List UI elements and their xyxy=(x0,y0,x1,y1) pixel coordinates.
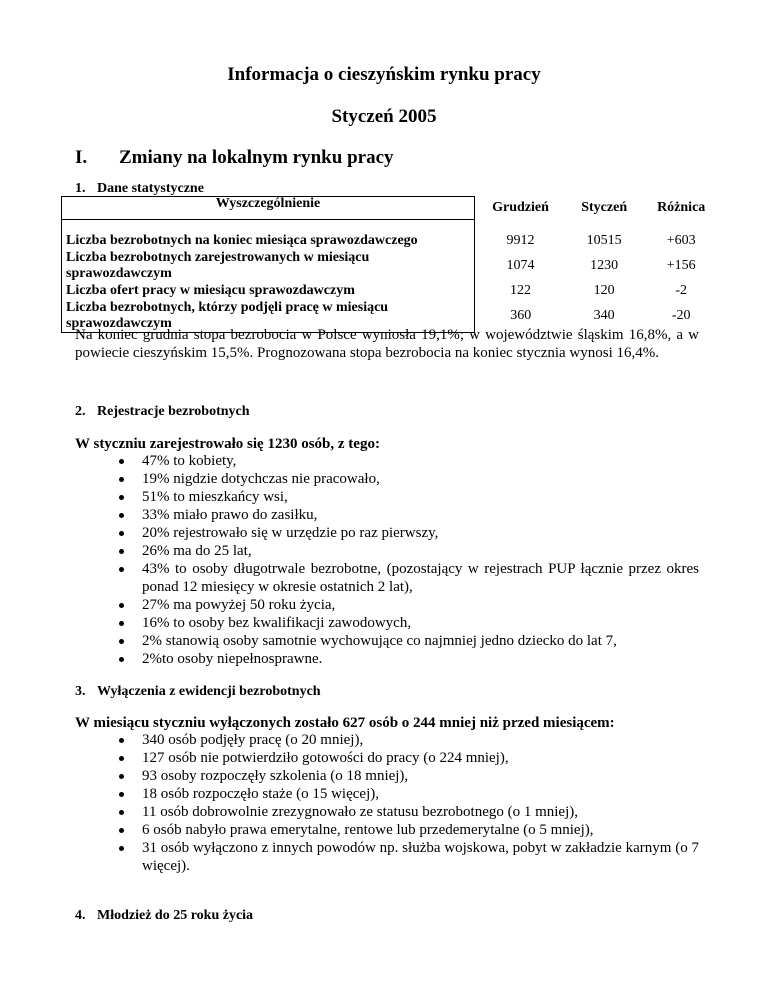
section-number: I. xyxy=(75,147,88,168)
bullet-icon xyxy=(119,495,124,500)
section-heading xyxy=(75,149,394,167)
list-item: 19% nigdzie dotychczas nie pracowało, xyxy=(0,470,699,488)
table-row xyxy=(62,250,721,282)
bullet-icon xyxy=(119,756,124,761)
table-row-label: Liczba bezrobotnych na koniec miesiąca sprawozdawczego xyxy=(62,220,475,250)
statistics-table-wrapper xyxy=(61,196,721,333)
bullet-icon xyxy=(119,792,124,797)
list-item: 6 osób nabyło prawa emerytalne, rentowe lub przedemerytalne (o 5 mniej), xyxy=(0,821,699,839)
list-item: 2%to osoby niepełnosprawne. xyxy=(0,650,699,668)
bullet-icon xyxy=(119,477,124,482)
bullet-icon xyxy=(119,621,124,626)
table-cell-december: 360 xyxy=(510,307,532,323)
bullet-icon xyxy=(119,774,124,779)
table-cell-difference: -2 xyxy=(675,282,688,298)
subsection-2-number: 2. xyxy=(75,404,86,419)
bullet-icon xyxy=(119,603,124,608)
table-header-cell: Grudzień xyxy=(492,200,549,215)
table-header-cell: Różnica xyxy=(657,200,706,215)
bullet-icon xyxy=(119,846,124,851)
bullet-icon xyxy=(119,531,124,536)
table-header-cell: Styczeń xyxy=(581,200,628,215)
table-cell-january: 1230 xyxy=(590,257,619,273)
bullet-icon xyxy=(119,567,124,572)
list-item: 16% to osoby bez kwalifikacji zawodowych, xyxy=(0,614,699,632)
bullet-icon xyxy=(119,513,124,518)
table-cell-difference: -20 xyxy=(671,307,691,323)
table-cell-december: 122 xyxy=(510,282,531,298)
exclusions-list xyxy=(0,731,699,875)
list-item: 93 osoby rozpoczęły szkolenia (o 18 mniej), xyxy=(0,767,699,785)
table-row xyxy=(62,282,721,300)
table-cell-december: 9912 xyxy=(506,232,535,248)
subsection-3-number: 3. xyxy=(75,684,86,699)
registrations-list xyxy=(0,452,699,668)
bullet-icon xyxy=(119,738,124,743)
list-item: 127 osób nie potwierdziło gotowości do pracy (o 224 mniej), xyxy=(0,749,699,767)
subsection-1-title: Dane statystyczne xyxy=(97,181,204,196)
subsection-4-number: 4. xyxy=(75,908,86,923)
bullet-icon xyxy=(119,639,124,644)
subsection-4-heading xyxy=(75,907,253,925)
list-item: 18 osób rozpoczęło staże (o 15 więcej), xyxy=(0,785,699,803)
table-header-row xyxy=(62,197,721,220)
subsection-4-title: Młodzież do 25 roku życia xyxy=(97,908,254,923)
bullet-icon xyxy=(119,657,124,662)
list-item: 47% to kobiety, xyxy=(0,452,699,470)
list-item: 2% stanowią osoby samotnie wychowujące co najmniej jedno dziecko do lat 7, xyxy=(0,632,699,650)
unemployment-rate-paragraph: Na koniec grudnia stopa bezrobocia w Polsce wyniosła 19,1%; w województwie śląskim 16,8%, a w powiecie cieszyńskim 15,5%. Prognozowana stopa bezrobocia na koniec stycznia wynosi 16,4%. xyxy=(75,327,699,361)
registrations-lead: W styczniu zarejestrowało się 1230 osób, z tego: xyxy=(75,436,380,452)
list-item: 11 osób dobrowolnie zrezygnowało ze statusu bezrobotnego (o 1 mniej), xyxy=(0,803,699,821)
statistics-table xyxy=(61,196,721,333)
bullet-icon xyxy=(119,810,124,815)
bullet-icon xyxy=(119,459,124,464)
table-row-label: Liczba bezrobotnych, którzy podjęli pracę w miesiącu sprawozdawczym xyxy=(62,300,475,333)
subsection-3-title: Wyłączenia z ewidencji bezrobotnych xyxy=(97,684,321,699)
list-item: 27% ma powyżej 50 roku życia, xyxy=(0,596,699,614)
subsection-2-heading xyxy=(75,403,250,421)
list-item: 43% to osoby długotrwale bezrobotne, (pozostający w rejestrach PUP łącznie przez okres ponad 12 miesięcy w okresie ostatnich 2 lat), xyxy=(0,560,699,596)
list-item: 26% ma do 25 lat, xyxy=(0,542,699,560)
list-item: 20% rejestrowało się w urzędzie po raz pierwszy, xyxy=(0,524,699,542)
bullet-icon xyxy=(119,549,124,554)
document-subtitle: Styczeń 2005 xyxy=(331,106,437,127)
table-cell-january: 120 xyxy=(593,282,615,298)
table-cell-january: 10515 xyxy=(586,232,622,248)
list-item: 340 osób podjęły pracę (o 20 mniej), xyxy=(0,731,699,749)
bullet-icon xyxy=(119,828,124,833)
table-row xyxy=(62,220,721,250)
table-row-label: Liczba ofert pracy w miesiącu sprawozdawczym xyxy=(62,282,475,300)
table-cell-january: 340 xyxy=(593,307,615,323)
table-cell-december: 1074 xyxy=(506,257,535,273)
list-item: 33% miało prawo do zasiłku, xyxy=(0,506,699,524)
document-title: Informacja o cieszyńskim rynku pracy xyxy=(227,64,541,85)
table-header-cell: Wyszczególnienie xyxy=(62,197,475,220)
table-cell-difference: +156 xyxy=(666,257,696,273)
subsection-2-title: Rejestracje bezrobotnych xyxy=(97,404,250,419)
list-item: 31 osób wyłączono z innych powodów np. służba wojskowa, pobyt w zakładzie karnym (o 7 więcej). xyxy=(0,839,699,875)
table-cell-difference: +603 xyxy=(666,232,696,248)
section-title: Zmiany na lokalnym rynku pracy xyxy=(119,147,394,168)
table-row-label: Liczba bezrobotnych zarejestrowanych w miesiącu sprawozdawczym xyxy=(62,250,475,282)
list-item: 51% to mieszkańcy wsi, xyxy=(0,488,699,506)
subsection-3-heading xyxy=(75,683,321,701)
exclusions-lead: W miesiącu styczniu wyłączonych zostało 627 osób o 244 mniej niż przed miesiącem: xyxy=(75,715,615,731)
subsection-1-number: 1. xyxy=(75,181,86,196)
